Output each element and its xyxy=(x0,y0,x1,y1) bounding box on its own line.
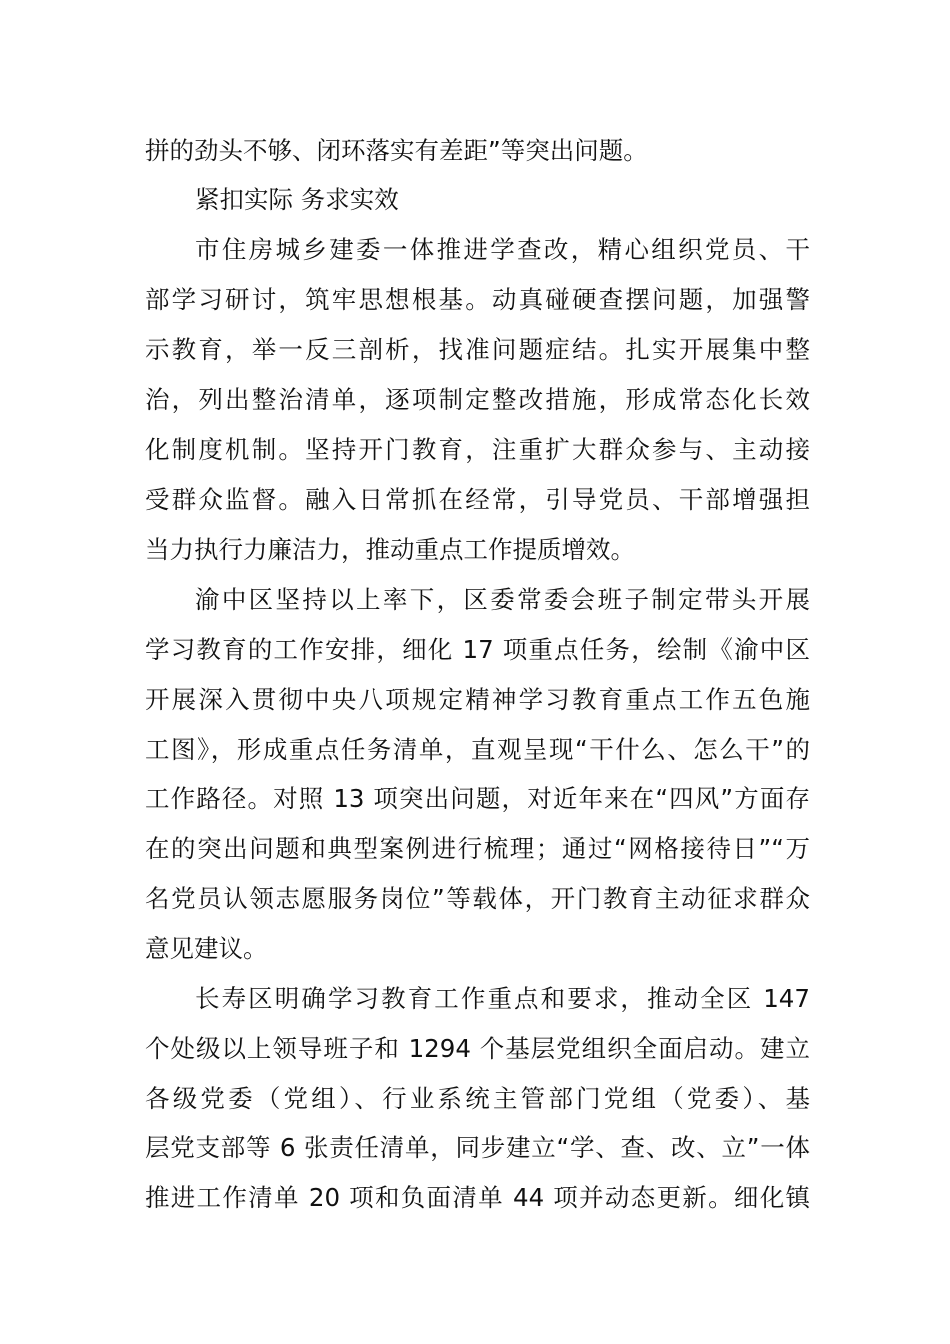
text-line: 工图》，形成重点任务清单，直观呈现“干什么、怎么干”的 xyxy=(145,735,810,764)
text-line: 意见建议。 xyxy=(145,934,268,963)
text-line: 化制度机制。坚持开门教育，注重扩大群众参与、主动接 xyxy=(145,435,810,464)
text-line: 在的突出问题和典型案例进行梳理；通过“网格接待日”“万 xyxy=(145,834,810,863)
text-line: 层党支部等 6 张责任清单，同步建立“学、查、改、立”一体 xyxy=(145,1133,810,1162)
text-line: 名党员认领志愿服务岗位”等载体，开门教育主动征求群众 xyxy=(145,884,810,913)
text-line: 市住房城乡建委一体推进学查改，精心组织党员、干 xyxy=(195,235,810,264)
text-line: 当力执行力廉洁力，推动重点工作提质增效。 xyxy=(145,535,635,564)
text-line: 各级党委（党组）、行业系统主管部门党组（党委）、基 xyxy=(145,1084,810,1113)
text-line: 工作路径。对照 13 项突出问题，对近年来在“四风”方面存 xyxy=(145,784,810,813)
text-line: 示教育，举一反三剖析，找准问题症结。扎实开展集中整 xyxy=(145,335,810,364)
text-line: 受群众监督。融入日常抓在经常，引导党员、干部增强担 xyxy=(145,485,810,514)
text-line: 拼的劲头不够、闭环落实有差距”等突出问题。 xyxy=(145,136,648,165)
text-line: 治，列出整治清单，逐项制定整改措施，形成常态化长效 xyxy=(145,385,810,414)
text-line: 渝中区坚持以上率下，区委常委会班子制定带头开展 xyxy=(195,585,810,614)
section-heading: 紧扣实际 务求实效 xyxy=(195,185,399,214)
text-line: 学习教育的工作安排，细化 17 项重点任务，绘制《渝中区 xyxy=(145,635,810,664)
text-line: 推进工作清单 20 项和负面清单 44 项并动态更新。细化镇 xyxy=(145,1183,810,1212)
text-line: 部学习研讨，筑牢思想根基。动真碰硬查摆问题，加强警 xyxy=(145,285,810,314)
text-line: 开展深入贯彻中央八项规定精神学习教育重点工作五色施 xyxy=(145,685,810,714)
text-line: 长寿区明确学习教育工作重点和要求，推动全区 147 xyxy=(195,984,810,1013)
text-line: 个处级以上领导班子和 1294 个基层党组织全面启动。建立 xyxy=(145,1034,810,1063)
